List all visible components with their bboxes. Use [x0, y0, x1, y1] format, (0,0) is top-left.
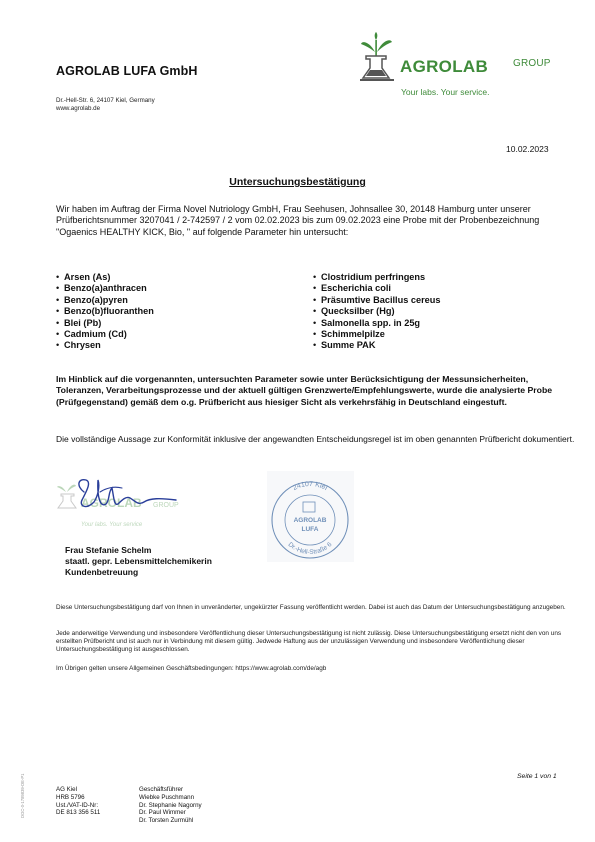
signature-logo-tagline: Your labs. Your service — [81, 522, 143, 528]
bullet-icon: • — [56, 294, 60, 305]
notice-terms: Im Übrigen gelten unsere Allgemeinen Geschäftsbedingungen: https://www.agrolab.com/de/agb — [56, 665, 327, 672]
conclusion-paragraph: Im Hinblick auf die vorgenannten, untersuchten Parameter sowie unter Berücksichtigung der Messunsicherheiten, Toleranzen, Verarbeitungsprozesse und der aktuell gültigen Grenzwerte/Empfehlungswerte, wurde die analysierte Probe (Prüfgegenstand) gemäß dem o.g. Prüfbericht aus hiesiger Sicht als verkehrsfähig in Deutschland eingestuft. — [56, 374, 553, 407]
bullet-icon: • — [56, 340, 60, 351]
company-address — [56, 97, 155, 113]
footer-line: Dr. Stephanie Nagorny — [139, 801, 202, 809]
bullet-icon: • — [313, 340, 317, 351]
list-item — [56, 295, 154, 306]
footer-management — [139, 786, 202, 825]
logo-group: GROUP — [513, 58, 551, 69]
signature-logo-icon — [56, 470, 204, 540]
conformity-paragraph: Die vollständige Aussage zur Konformität inklusive der angewandten Entscheidungsregel ist im oben genannten Prüfbericht dokumentiert. — [56, 434, 575, 444]
website-link[interactable]: www.agrolab.de — [56, 105, 101, 112]
list-item — [313, 318, 441, 329]
footer-line: AG Kiel — [56, 786, 77, 793]
list-item — [313, 329, 441, 340]
parameter-label: Cadmium (Cd) — [64, 329, 127, 340]
list-item — [313, 306, 441, 317]
footer-registration — [56, 786, 100, 817]
parameter-label: Blei (Pb) — [64, 317, 102, 328]
logo-wordmark: AGROLAB — [400, 57, 489, 76]
company-stamp — [267, 471, 354, 562]
signer-block — [65, 545, 212, 578]
footer-line: Dr. Paul Wimmer — [139, 809, 186, 817]
parameter-label: Clostridium perfringens — [321, 272, 426, 282]
logo-tagline: Your labs. Your service. — [401, 87, 490, 97]
bullet-icon: • — [313, 306, 317, 317]
bullet-icon: • — [313, 329, 317, 340]
list-item — [56, 283, 154, 294]
parameter-label: Chrysen — [64, 340, 101, 351]
stamp-top-text: 24107 Kiel — [291, 480, 329, 493]
bullet-icon: • — [313, 317, 317, 328]
document-code: DOC-0-1789839-DE-P1 — [20, 773, 25, 818]
parameter-list-right — [313, 272, 441, 352]
footer-line: Ust./VAT-ID-Nr: — [56, 801, 99, 809]
parameter-label: Schimmelpilze — [321, 329, 385, 340]
parameter-label: Präsumtive Bacillus cereus — [321, 294, 441, 305]
bullet-icon: • — [56, 329, 60, 340]
parameter-label: Benzo(b)fluoranthen — [64, 306, 154, 317]
company-name: AGROLAB LUFA GmbH — [56, 64, 198, 78]
notice-publication: Diese Untersuchungsbestätigung darf von Ihnen in unveränderter, ungekürzter Fassung veröffentlicht werden. Dabei ist auch das Datum der Untersuchungsbestätigung anzugeben. — [56, 604, 566, 611]
bullet-icon: • — [313, 294, 317, 305]
address-line: Dr.-Hell-Str. 6, 24107 Kiel, Germany — [56, 97, 155, 104]
document-date: 10.02.2023 — [506, 144, 549, 154]
stamp-line-1: AGROLAB — [293, 517, 327, 524]
signature-logo-group: GROUP — [153, 502, 179, 509]
parameter-label: Benzo(a)pyren — [64, 294, 128, 305]
signer-name: Frau Stefanie Schelm — [65, 545, 152, 555]
footer-line: Dr. Torsten Zurmühl — [139, 817, 194, 825]
parameter-label: Quecksilber (Hg) — [321, 306, 395, 317]
bullet-icon: • — [56, 283, 60, 294]
parameter-label: Salmonella spp. in 25g — [321, 317, 421, 328]
signer-department: Kundenbetreuung — [65, 567, 139, 577]
bullet-icon: • — [56, 317, 60, 328]
intro-paragraph: Wir haben im Auftrag der Firma Novel Nutriology GmbH, Frau Seehusen, Johnsallee 30, 20148 Hamburg unter unserer Prüfberichtsnummer 3207041 / 2-742597 / 2 vom 02.02.2023 bis zum 09.02.2023 eine Probe mit der Probenbezeichnung "Ogaenics HEALTHY KICK, Bio, " auf folgende Parameter hin untersucht: — [56, 204, 540, 237]
list-item — [56, 329, 154, 340]
document-title: Untersuchungsbestätigung — [229, 176, 366, 188]
footer-line: DE 813 356 511 — [56, 809, 101, 817]
bullet-icon: • — [56, 272, 60, 282]
stamp-bottom-text: Dr.-Hell-Straße 6 — [286, 541, 334, 557]
parameter-label: Summe PAK — [321, 340, 376, 351]
parameter-list-left — [56, 272, 154, 352]
signature-block — [56, 470, 204, 540]
bullet-icon: • — [56, 306, 60, 317]
list-item — [56, 306, 154, 317]
parameter-label: Escherichia coli — [321, 283, 391, 294]
notice-usage: Jede anderweitige Verwendung und insbesondere Veröffentlichung dieser Untersuchungsbestätigung ist nicht zulässig. Diese Untersuchungsbestätigung ersetzt nicht den von uns erstellten Prüfbericht und ist auch nur in Verbindung mit diesem gültig. Jedwede Haftung aus der unzulässigen Verwendung und insbesondere Veröffentlichung dieser Untersuchungsbestätigung ist ausgeschlossen. — [56, 630, 562, 654]
list-item — [56, 340, 154, 351]
signature-logo-wordmark: AGROLAB — [81, 496, 142, 510]
footer-line: Wiebke Puschmann — [139, 793, 195, 801]
list-item — [313, 272, 441, 283]
signer-role: staatl. gepr. Lebensmittelchemikerin — [65, 556, 212, 566]
stamp-line-2: LUFA — [301, 526, 319, 533]
parameter-label: Arsen (As) — [64, 272, 111, 282]
list-item — [313, 295, 441, 306]
list-item — [56, 318, 154, 329]
bullet-icon: • — [313, 283, 317, 294]
bullet-icon: • — [313, 272, 317, 282]
list-item — [56, 272, 154, 283]
list-item — [313, 283, 441, 294]
parameter-label: Benzo(a)anthracen — [64, 283, 147, 294]
list-item — [313, 340, 441, 351]
footer-line: HRB 5796 — [56, 793, 85, 801]
page-number: Seite 1 von 1 — [517, 773, 557, 780]
footer-line: Geschäftsführer — [139, 786, 184, 793]
